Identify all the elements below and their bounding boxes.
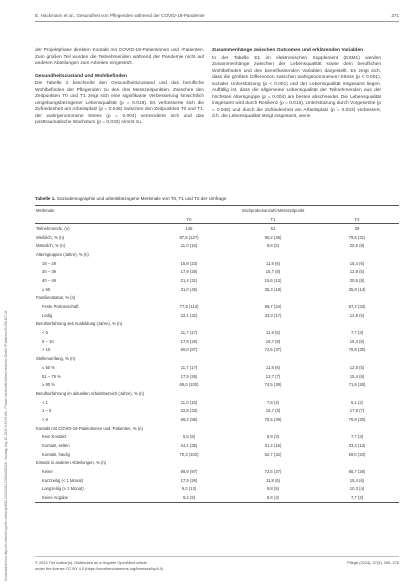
cell-t1 bbox=[231, 250, 315, 259]
row-label: 5 – 10 bbox=[42, 338, 54, 344]
cell-t2: 20,5 (8) bbox=[349, 243, 365, 249]
row-label: Keine Angabe bbox=[35, 493, 147, 502]
cell-t2: 76,9 (30) bbox=[348, 416, 366, 422]
table-group-row bbox=[35, 354, 399, 363]
row-label: 18 – 29 bbox=[42, 260, 56, 266]
cell-t1: 51 bbox=[270, 225, 276, 231]
table-row bbox=[35, 363, 399, 372]
cell-t2: 15,4 (6) bbox=[349, 338, 365, 344]
cell-t0 bbox=[147, 389, 231, 398]
cell-t1 bbox=[231, 294, 315, 303]
cell-t0: 70,3 (102) bbox=[179, 451, 199, 457]
cell-t0: 66,9 (97) bbox=[180, 469, 198, 475]
row-label: Stellenumfang, % (n) bbox=[36, 356, 76, 362]
cell-t0: 66,2 (96) bbox=[180, 416, 198, 422]
paragraph: In der Tabelle E1 im elektronischen Supplement (ESM1) werden Zusammenhänge zwischen der Lebensqualität sowie dem beruflichen Wohlbefinden und den beeinflussenden Variablen dargestellt. Es zeigt sich, dass die größten Differenzen zwischen wahrgenommenem Stress (p < 0.001), sozialer Unterstützung (p < 0.001) und der Lebensqualität insgesamt liegen. Auffällig ist, dass die allgemeine Lebensqualität der Teilnehmenden aus der höchsten Altersgruppe (p = 0.004) am besten abschneidet. Die Lebensqualität insgesamt wird durch Resilienz (p = 0.015), Unterstützung durch Vorgesetzte (p = 0.046) und durch die Zufriedenheit am Arbeitsplatz (p = 0.033) verbessert, d.h. die Lebensqualität steigt insgesamt, wenn bbox=[212, 55, 381, 119]
cell-t1: 15,6 (13) bbox=[264, 277, 282, 283]
running-header: E. Hackmann et al., Gesundheit von Pflegenden während der COVID-19-Pandemie bbox=[35, 13, 205, 18]
cell-t0: 11,7 (17) bbox=[180, 364, 198, 370]
table-row bbox=[35, 372, 399, 381]
cell-t0: 24,1 (35) bbox=[180, 443, 198, 449]
cell-t2 bbox=[315, 250, 399, 259]
row-label: ≥ 80 % bbox=[42, 382, 56, 388]
cell-t0 bbox=[147, 354, 231, 363]
cell-t2: 12,8 (5) bbox=[349, 312, 365, 318]
cell-t0: 69,0 (100) bbox=[179, 382, 199, 388]
cell-t1 bbox=[231, 424, 315, 433]
cell-t1: 9,8 (5) bbox=[266, 486, 280, 492]
cell-t2 bbox=[315, 424, 399, 433]
cell-t2: 12,8 (5) bbox=[349, 364, 365, 370]
cell-t0: 31,0 (45) bbox=[180, 286, 198, 292]
cell-t1: 66,7 (34) bbox=[264, 304, 282, 310]
cell-t2: 20,5 (8) bbox=[349, 277, 365, 283]
row-label: ≤ 50 % bbox=[42, 364, 56, 370]
table-row bbox=[35, 346, 399, 355]
row-label: Einsatz in anderen Abteilungen, % (n) bbox=[36, 460, 107, 466]
cell-t1: 33,3 (17) bbox=[264, 312, 282, 318]
column-header-blank bbox=[35, 215, 147, 224]
license-line-1: © 2024 The Author(s). Distributed as a Hogrefe OpenMind article bbox=[35, 560, 147, 565]
cell-t1: 9,8 (5) bbox=[266, 243, 280, 249]
table-row bbox=[35, 285, 399, 294]
row-label: Weiblich, % (n) bbox=[36, 234, 65, 240]
cell-t2: 5,1 (2) bbox=[350, 399, 364, 405]
row-label: Kontakt, häufig bbox=[42, 451, 70, 457]
cell-t1 bbox=[231, 459, 315, 468]
data-table bbox=[35, 205, 399, 503]
cell-t1: 74,5 (38) bbox=[264, 382, 282, 388]
cell-t0 bbox=[147, 459, 231, 468]
cell-t2: 7,7 (3) bbox=[350, 434, 364, 440]
cell-t0 bbox=[147, 294, 231, 303]
cell-t2 bbox=[315, 354, 399, 363]
row-label: > 10 bbox=[42, 347, 51, 353]
row-label: < 1 bbox=[42, 399, 48, 405]
cell-t1: 35,3 (18) bbox=[264, 286, 282, 292]
header-divider bbox=[35, 21, 399, 22]
cell-t2: 79,5 (31) bbox=[348, 234, 366, 240]
cell-t0: 9,0 (13) bbox=[181, 486, 197, 492]
cell-t1: 62,7 (32) bbox=[264, 451, 282, 457]
cell-t2: 35,9 (14) bbox=[348, 286, 366, 292]
cell-t2: 59,0 (23) bbox=[348, 451, 366, 457]
cell-t2: 39 bbox=[354, 225, 360, 231]
cell-t2 bbox=[315, 389, 399, 398]
table-row bbox=[35, 311, 399, 320]
cell-t0: 15,9 (23) bbox=[180, 260, 198, 266]
cell-t1: 15,7 (8) bbox=[265, 408, 281, 414]
cell-t0: 6,2 (9) bbox=[147, 493, 231, 502]
cell-t2: 7,7 (3) bbox=[350, 330, 364, 336]
download-watermark: Downloaded from https://econtent.hogrefe.com/doi/pdf/10.1024/1012-5302/a000916 - Sunday, July 13, 2025 5:43:33 AM - Private Universität Witten/Herdecke GmbH IP Address:89.206.107.45 bbox=[4, 310, 8, 581]
cell-t2 bbox=[315, 294, 399, 303]
footer-divider bbox=[35, 556, 399, 557]
cell-t1: 72,5 (37) bbox=[264, 469, 282, 475]
table-row bbox=[35, 406, 399, 415]
table-group-row bbox=[35, 389, 399, 398]
cell-t2: 15,4 (6) bbox=[349, 373, 365, 379]
section-heading: Gesundheitszustand und Wohlbefinden bbox=[35, 73, 128, 79]
cell-t1 bbox=[231, 389, 315, 398]
table-row bbox=[35, 337, 399, 346]
table-group-row bbox=[35, 459, 399, 468]
cell-t2: 10,3 (4) bbox=[349, 486, 365, 492]
row-label: Altersgruppen (Jahre), % (n) bbox=[36, 251, 89, 257]
cell-t1: 31,4 (16) bbox=[264, 443, 282, 449]
paragraph: Die Tabelle 2 beschreibt den Gesundheitszustand und das berufliche Wohlbefinden der Pflegenden zu den drei Messzeitpunkten. Zwischen den Zeitpunkten T0 und T1 zeigt sich eine signifikante Verbesserung hinsichtlich umgebungsbezogener Lebensqualität (p = 0.019). Es verbesserte sich die Zufriedenheit am Arbeitsplatz (p = 0.046) zwischen den Zeitpunkten T0 und T1, der wahrgenommene Stress (p = 0.004) verminderte sich und das posttraumatische Wachstum (p = 0.033) nimmt zu. bbox=[35, 81, 204, 125]
journal-citation: Pflege (2024), 37(5), 269–276 bbox=[347, 560, 399, 565]
cell-t0: 5,5 (8) bbox=[182, 434, 196, 440]
row-label: Keine bbox=[42, 469, 53, 475]
left-column bbox=[35, 48, 204, 131]
cell-t1: 5,9 (3) bbox=[266, 434, 280, 440]
cell-t1: 72,5 (37) bbox=[264, 347, 282, 353]
cell-t1: 90,2 (46) bbox=[264, 234, 282, 240]
cell-t0: 17,9 (26) bbox=[180, 373, 198, 379]
column-header-group: Stichprobenanzahl Messzeitpunkt bbox=[147, 206, 399, 216]
cell-t0: 77,9 (113) bbox=[179, 304, 199, 310]
table-row bbox=[35, 493, 399, 502]
cell-t0: 17,9 (26) bbox=[180, 338, 198, 344]
cell-t2: 12,8 (5) bbox=[349, 269, 365, 275]
cell-t0: 22,8 (33) bbox=[180, 408, 198, 414]
table-row bbox=[35, 433, 399, 442]
cell-t0: 60,0 (87) bbox=[180, 347, 198, 353]
table-row bbox=[35, 485, 399, 494]
row-label: Feste Partnerschaft bbox=[42, 304, 79, 310]
cell-t2: 71,8 (28) bbox=[348, 382, 366, 388]
cell-t2 bbox=[315, 459, 399, 468]
row-label: 51 – 79 % bbox=[42, 373, 61, 379]
row-label: Ledig bbox=[42, 312, 53, 318]
row-label: Kontakt, selten bbox=[42, 443, 70, 449]
table-caption-text: Soziodemographie und arbeitsbezogene Merkmale von T0, T1 und T2 der Umfrage bbox=[56, 196, 227, 201]
row-label: 40 – 49 bbox=[42, 277, 56, 283]
paragraph: der Projektphase direkten Kontakt mit COVID-19-Patientinnen und -Patienten. Zum großen Teil wurden die Teilnehmenden während der Pandemie nicht auf anderen Abteilungen zum Arbeiten eingesetzt. bbox=[35, 48, 204, 66]
row-label: Teilnehmende, (n) bbox=[36, 225, 70, 231]
table-row bbox=[35, 259, 399, 268]
cell-t0: 21,4 (31) bbox=[180, 277, 198, 283]
cell-t2: 33,3 (13) bbox=[348, 443, 366, 449]
row-label: Kein Kontakt bbox=[42, 434, 66, 440]
cell-t0 bbox=[147, 424, 231, 433]
cell-t0: 11,0 (16) bbox=[180, 399, 198, 405]
cell-t0 bbox=[147, 320, 231, 329]
row-label: > 5 bbox=[42, 416, 48, 422]
cell-t2: 76,9 (30) bbox=[348, 347, 366, 353]
page-number: 271 bbox=[391, 13, 399, 18]
table-caption bbox=[35, 196, 399, 201]
cell-t0: 22,1 (32) bbox=[180, 312, 198, 318]
row-label: 30 – 39 bbox=[42, 269, 56, 275]
table-body bbox=[35, 224, 399, 503]
row-label: Familienstatus, % (n) bbox=[36, 295, 76, 301]
row-label: Kurzzeitig (< 1 Monat) bbox=[42, 477, 84, 483]
table-row bbox=[35, 380, 399, 389]
cell-t1: 11,8 (6) bbox=[265, 260, 281, 266]
table-row bbox=[35, 467, 399, 476]
table-row bbox=[35, 224, 399, 233]
cell-t1: 5,9 (3) bbox=[231, 493, 315, 502]
column-header-t0: T0 bbox=[147, 215, 231, 224]
table-row bbox=[35, 415, 399, 424]
section-heading: Zusammenhänge zwischen Outcomes und erklärenden Variablen bbox=[212, 48, 364, 53]
row-label: < 5 bbox=[42, 330, 48, 336]
cell-t1: 15,7 (8) bbox=[265, 338, 281, 344]
column-header-variable: Merkmale bbox=[35, 206, 147, 216]
table-row bbox=[35, 233, 399, 242]
cell-t2: 87,2 (34) bbox=[348, 304, 366, 310]
license-line-2: under the license CC BY 4.0 (https://creativecommons.org/licenses/by/4.0) bbox=[35, 565, 164, 571]
table-group-row bbox=[35, 424, 399, 433]
row-label: Kontakt mit COVID-19-Patientinnen und -Patienten, % (n) bbox=[36, 425, 143, 431]
cell-t1: 11,8 (6) bbox=[265, 477, 281, 483]
table-group-row bbox=[35, 294, 399, 303]
cell-t2: 15,4 (6) bbox=[349, 477, 365, 483]
cell-t2: 17,9 (7) bbox=[349, 408, 365, 414]
row-label: Berufserfahrung seit Ausbildung (Jahre), % (n) bbox=[36, 321, 123, 327]
table-1 bbox=[35, 196, 399, 503]
cell-t2: 66,7 (26) bbox=[348, 469, 366, 475]
row-label: ≥ 50 bbox=[42, 286, 51, 292]
cell-t0: 17,9 (26) bbox=[180, 269, 198, 275]
row-label: Männlich, % (n) bbox=[36, 243, 66, 249]
cell-t2: 7,7 (3) bbox=[315, 493, 399, 502]
table-row bbox=[35, 476, 399, 485]
table-group-row bbox=[35, 250, 399, 259]
cell-t1: 11,8 (6) bbox=[265, 364, 281, 370]
table-caption-label: Tabelle 1. bbox=[35, 196, 56, 201]
table-row bbox=[35, 302, 399, 311]
row-label: Berufserfahrung im aktuellen Arbeitsbereich (Jahre), % (n) bbox=[36, 390, 144, 396]
table-row bbox=[35, 328, 399, 337]
cell-t1: 15,7 (8) bbox=[265, 269, 281, 275]
right-column bbox=[212, 48, 381, 125]
table-group-row bbox=[35, 320, 399, 329]
cell-t2 bbox=[315, 320, 399, 329]
license-footer bbox=[35, 560, 163, 571]
row-label: 1 – 5 bbox=[42, 408, 52, 414]
cell-t1: 13,7 (7) bbox=[265, 373, 281, 379]
cell-t0: 11,0 (16) bbox=[180, 243, 198, 249]
cell-t2: 15,4 (6) bbox=[349, 260, 365, 266]
column-header-t1: T1 bbox=[231, 215, 315, 224]
cell-t0 bbox=[147, 250, 231, 259]
table-row bbox=[35, 441, 399, 450]
cell-t0: 145 bbox=[185, 225, 193, 231]
cell-t1: 7,8 (4) bbox=[266, 399, 280, 405]
cell-t0: 87,6 (127) bbox=[179, 234, 199, 240]
cell-t1: 11,8 (6) bbox=[265, 330, 281, 336]
table-row bbox=[35, 241, 399, 250]
cell-t1 bbox=[231, 320, 315, 329]
table-row bbox=[35, 398, 399, 407]
cell-t1: 76,5 (39) bbox=[264, 416, 282, 422]
cell-t0: 11,7 (17) bbox=[180, 330, 198, 336]
table-row bbox=[35, 276, 399, 285]
column-header-t2: T2 bbox=[315, 215, 399, 224]
cell-t1 bbox=[231, 354, 315, 363]
table-row bbox=[35, 267, 399, 276]
cell-t0: 17,9 (26) bbox=[180, 477, 198, 483]
table-row bbox=[35, 450, 399, 459]
row-label: Langzeitig (≥ 1 Monat) bbox=[42, 486, 84, 492]
